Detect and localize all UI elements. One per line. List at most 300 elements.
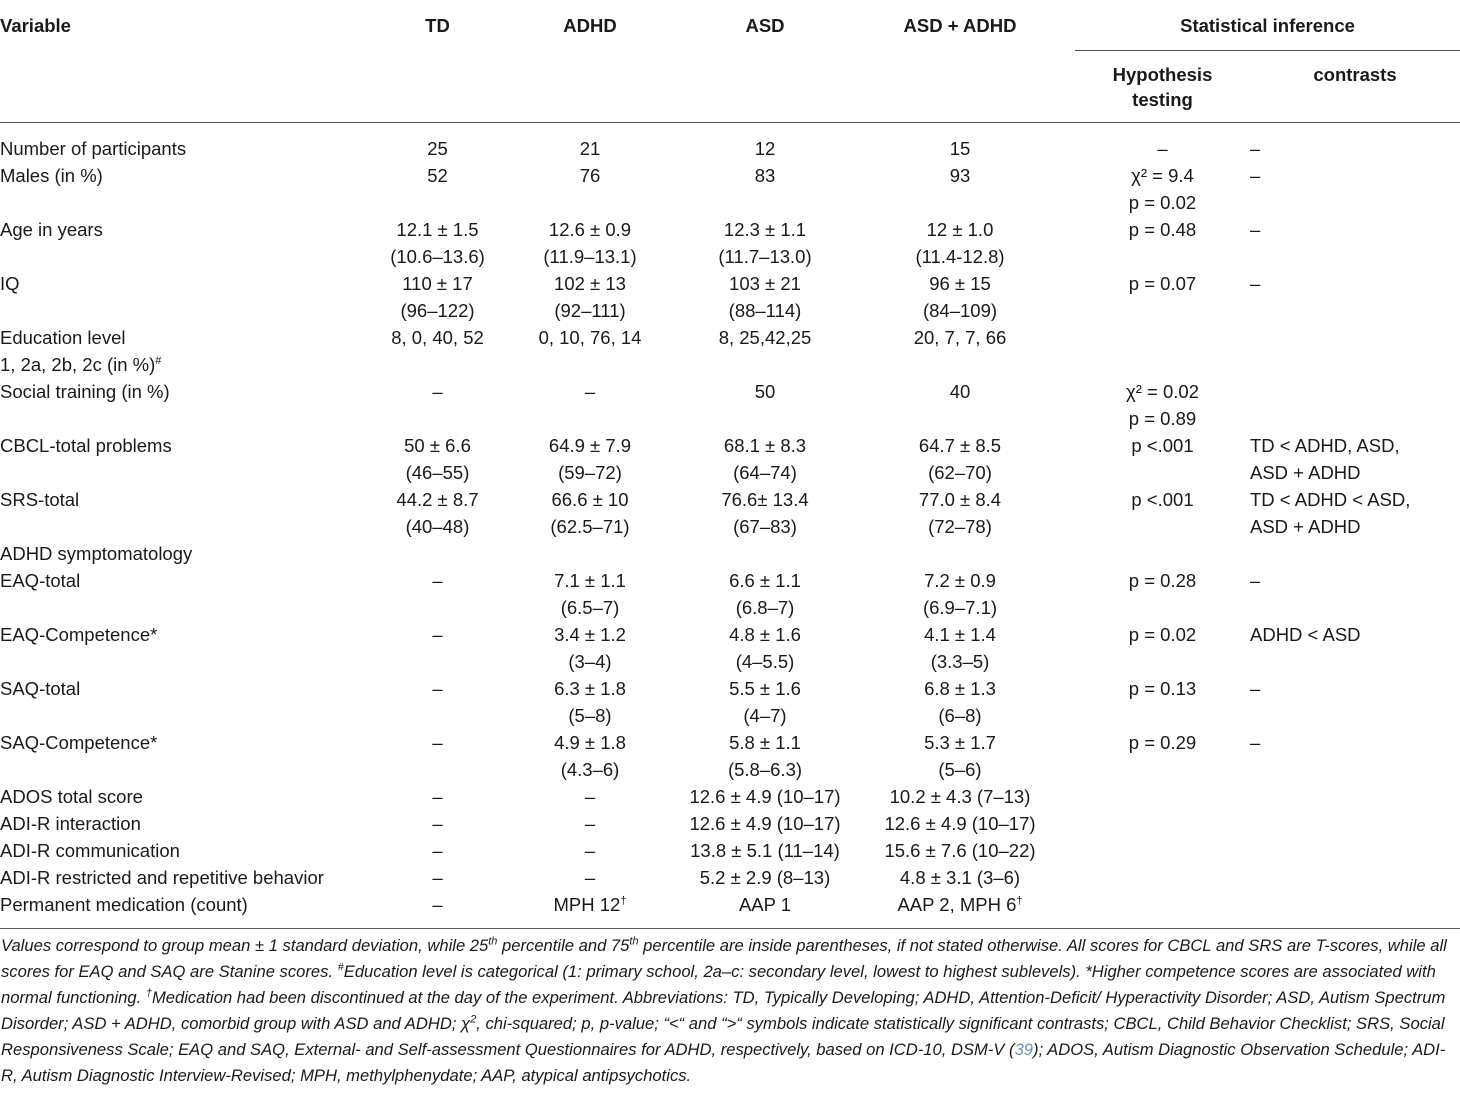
- cell-asd-adhd: [845, 486, 1075, 540]
- cell-adhd: [495, 540, 685, 567]
- cell-td-line: –: [432, 894, 443, 915]
- cell-contrasts: [1250, 810, 1460, 837]
- header-variable: Variable: [0, 15, 71, 36]
- cell-asd: [685, 432, 845, 486]
- cell-td: [380, 810, 495, 837]
- row-label-line: Age in years: [0, 219, 103, 240]
- cell-asd-line: 12.3 ± 1.1: [723, 219, 807, 240]
- header-hypothesis-line1: Hypothesis: [1112, 64, 1213, 85]
- cell-adhd: [495, 675, 685, 729]
- row-label-line: Males (in %): [0, 165, 103, 186]
- cell-contrasts-line: ASD + ADHD: [1250, 516, 1361, 537]
- header-adhd: ADHD: [563, 15, 617, 36]
- cell-hypothesis-line: p = 0.89: [1128, 408, 1197, 429]
- cell-asd-line: 6.6 ± 1.1: [729, 570, 801, 591]
- cell-asd-adhd: [845, 837, 1075, 864]
- header-contrasts: contrasts: [1250, 51, 1460, 123]
- cell-contrasts: [1250, 123, 1460, 163]
- table-footnote: [0, 929, 1457, 1089]
- row-label-line: ADI-R communication: [0, 840, 180, 861]
- cell-hypothesis-line: p = 0.02: [1128, 624, 1197, 645]
- cell-contrasts-line: –: [1250, 570, 1261, 591]
- cell-adhd: [495, 378, 685, 432]
- cell-td-line: –: [432, 381, 443, 402]
- cell-asd-line: AAP 1: [738, 894, 792, 915]
- table-row: [0, 216, 1460, 270]
- row-label-line: ADI-R restricted and repetitive behavior: [0, 867, 324, 888]
- row-label: [0, 810, 380, 837]
- row-label-line: IQ: [0, 273, 20, 294]
- cell-hypothesis-line: p = 0.29: [1128, 732, 1197, 753]
- cell-asd-adhd: [845, 540, 1075, 567]
- cell-asd-line: 12: [754, 138, 776, 159]
- cell-contrasts: [1250, 837, 1460, 864]
- cell-adhd-line: –: [584, 840, 596, 861]
- cell-contrasts: [1250, 621, 1460, 675]
- cell-asd: [685, 378, 845, 432]
- cell-asd-adhd: [845, 270, 1075, 324]
- cell-contrasts: [1250, 432, 1460, 486]
- cell-td: [380, 270, 495, 324]
- cell-contrasts: [1250, 216, 1460, 270]
- cell-td: [380, 783, 495, 810]
- cell-adhd-line: (5–8): [568, 705, 612, 726]
- cell-adhd-line: (6.5–7): [560, 597, 620, 618]
- cell-adhd: [495, 324, 685, 378]
- cell-td: [380, 837, 495, 864]
- cell-contrasts: [1250, 324, 1460, 378]
- row-label-line: SAQ-Competence*: [0, 732, 158, 753]
- cell-adhd-line: 76: [579, 165, 601, 186]
- row-label: [0, 837, 380, 864]
- cell-asd-line: 103 ± 21: [729, 273, 801, 294]
- cell-asd-adhd-line: 12 ± 1.0: [926, 219, 994, 240]
- header-statistical-inference: Statistical inference: [1075, 0, 1460, 51]
- cell-adhd: [495, 270, 685, 324]
- cell-contrasts-line: –: [1250, 219, 1261, 240]
- cell-td: [380, 567, 495, 621]
- table-row: [0, 270, 1460, 324]
- cell-hypothesis: [1075, 810, 1250, 837]
- cell-asd-line: (64–74): [733, 462, 797, 483]
- row-label: [0, 486, 380, 540]
- cell-hypothesis: [1075, 729, 1250, 783]
- header-asd: ASD: [745, 15, 785, 36]
- cell-asd-adhd-line: 40: [949, 381, 971, 402]
- row-label-line: EAQ-Competence*: [0, 624, 158, 645]
- cell-asd-adhd: [845, 810, 1075, 837]
- cell-hypothesis-line: p = 0.02: [1128, 192, 1197, 213]
- cell-asd: [685, 810, 845, 837]
- cell-adhd-line: 64.9 ± 7.9: [548, 435, 632, 456]
- row-label: [0, 216, 380, 270]
- row-label-line: ADHD symptomatology: [0, 543, 193, 564]
- cell-asd-adhd-line: (84–109): [922, 300, 998, 321]
- cell-asd-line: (88–114): [728, 300, 802, 321]
- cell-asd-line: 50: [754, 381, 776, 402]
- cell-hypothesis: [1075, 378, 1250, 432]
- cell-adhd-line: 21: [579, 138, 601, 159]
- header-row-1: [0, 0, 1460, 51]
- table-row: [0, 729, 1460, 783]
- footnote-reference-link[interactable]: 39: [1014, 1040, 1034, 1059]
- table-row: [0, 675, 1460, 729]
- cell-asd: [685, 486, 845, 540]
- cell-asd: [685, 540, 845, 567]
- row-label-line: Education level: [0, 327, 126, 348]
- cell-td: [380, 540, 495, 567]
- table-row: [0, 837, 1460, 864]
- cell-td-line: 25: [427, 138, 448, 159]
- cell-adhd: [495, 123, 685, 163]
- cell-asd-adhd-line: 15: [949, 138, 971, 159]
- row-label: [0, 162, 380, 216]
- row-label: [0, 864, 380, 891]
- cell-td-line: –: [432, 813, 443, 834]
- cell-asd: [685, 162, 845, 216]
- cell-td-line: –: [432, 570, 443, 591]
- cell-hypothesis: [1075, 432, 1250, 486]
- cell-hypothesis: [1075, 324, 1250, 378]
- table-row: [0, 810, 1460, 837]
- cell-asd-adhd: [845, 621, 1075, 675]
- cell-hypothesis: [1075, 621, 1250, 675]
- row-label-line: ADOS total score: [0, 786, 143, 807]
- cell-contrasts: [1250, 675, 1460, 729]
- cell-contrasts: [1250, 783, 1460, 810]
- cell-asd-line: 5.5 ± 1.6: [729, 678, 801, 699]
- cell-adhd-line: –: [584, 813, 596, 834]
- cell-asd-adhd-line: 93: [949, 165, 971, 186]
- cell-td: [380, 378, 495, 432]
- cell-adhd-line: 7.1 ± 1.1: [554, 570, 626, 591]
- cell-contrasts-line: ASD + ADHD: [1250, 462, 1361, 483]
- cell-adhd-line: (11.9–13.1): [543, 246, 637, 267]
- table-row: [0, 432, 1460, 486]
- cell-td: [380, 162, 495, 216]
- row-label-line: EAQ-total: [0, 570, 81, 591]
- cell-contrasts: [1250, 540, 1460, 567]
- cell-asd-line: (4–5.5): [735, 651, 795, 672]
- cell-hypothesis-line: p = 0.07: [1128, 273, 1197, 294]
- row-label: [0, 378, 380, 432]
- cell-asd-line: (11.7–13.0): [718, 246, 812, 267]
- cell-hypothesis-line: p = 0.13: [1128, 678, 1197, 699]
- cell-asd-line: 4.8 ± 1.6: [729, 624, 801, 645]
- cell-contrasts: [1250, 378, 1460, 432]
- header-row-2: [0, 51, 1460, 123]
- cell-asd-adhd: [845, 567, 1075, 621]
- cell-hypothesis: [1075, 837, 1250, 864]
- cell-td: [380, 864, 495, 891]
- cell-contrasts: [1250, 864, 1460, 891]
- header-hypothesis-testing: [1075, 51, 1250, 123]
- cell-asd: [685, 837, 845, 864]
- cell-asd-adhd-line: 96 ± 15: [929, 273, 991, 294]
- cell-td-line: (40–48): [405, 516, 470, 537]
- cell-contrasts: [1250, 270, 1460, 324]
- cell-asd-line: 12.6 ± 4.9 (10–17): [689, 786, 841, 807]
- cell-asd-adhd-line: 12.6 ± 4.9 (10–17): [884, 813, 1036, 834]
- cell-asd: [685, 729, 845, 783]
- cell-td-line: 52: [427, 165, 448, 186]
- cell-asd: [685, 567, 845, 621]
- cell-asd-adhd: [845, 729, 1075, 783]
- table-row: [0, 621, 1460, 675]
- cell-asd-line: (6.8–7): [735, 597, 795, 618]
- cell-asd-adhd-line: (72–78): [928, 516, 992, 537]
- row-label: [0, 783, 380, 810]
- cell-asd-adhd: [845, 123, 1075, 163]
- cell-asd-adhd: [845, 891, 1075, 929]
- row-label: [0, 567, 380, 621]
- cell-asd-line: 13.8 ± 5.1 (11–14): [690, 840, 840, 861]
- cell-adhd: [495, 837, 685, 864]
- table-row: [0, 864, 1460, 891]
- cell-td-line: 44.2 ± 8.7: [396, 489, 479, 510]
- cell-asd-adhd-line: (3.3–5): [930, 651, 990, 672]
- cell-hypothesis: [1075, 486, 1250, 540]
- cell-td-line: –: [432, 867, 443, 888]
- row-label: [0, 891, 380, 929]
- row-label-line: CBCL-total problems: [0, 435, 172, 456]
- row-label: [0, 432, 380, 486]
- row-label-line: Permanent medication (count): [0, 894, 248, 915]
- cell-td-line: 8, 0, 40, 52: [391, 327, 484, 348]
- cell-asd-adhd: [845, 432, 1075, 486]
- cell-asd-adhd: [845, 324, 1075, 378]
- cell-contrasts-line: TD < ADHD < ASD,: [1250, 489, 1411, 510]
- cell-asd-adhd: [845, 864, 1075, 891]
- cell-td-line: 50 ± 6.6: [404, 435, 471, 456]
- cell-asd-line: (4–7): [743, 705, 787, 726]
- cell-contrasts-line: –: [1250, 678, 1261, 699]
- cell-adhd-line: 3.4 ± 1.2: [554, 624, 626, 645]
- cell-contrasts-line: –: [1250, 165, 1261, 186]
- row-label: [0, 540, 380, 567]
- table-row: [0, 783, 1460, 810]
- cell-asd-line: (5.8–6.3): [727, 759, 803, 780]
- cell-td-line: –: [432, 624, 443, 645]
- cell-adhd: [495, 891, 685, 929]
- cell-asd-adhd: [845, 378, 1075, 432]
- cell-asd-adhd: [845, 162, 1075, 216]
- header-td: TD: [425, 15, 450, 36]
- cell-td-line: –: [432, 786, 443, 807]
- cell-adhd: [495, 621, 685, 675]
- cell-asd-adhd-line: AAP 2, MPH 6†: [897, 894, 1023, 915]
- cell-asd-adhd-line: 4.1 ± 1.4: [924, 624, 996, 645]
- cell-asd-adhd-line: 64.7 ± 8.5: [918, 435, 1002, 456]
- cell-hypothesis-line: p <.001: [1131, 489, 1194, 510]
- cell-asd-adhd-line: (5–6): [938, 759, 982, 780]
- cell-adhd: [495, 810, 685, 837]
- cell-asd-adhd-line: (6–8): [938, 705, 982, 726]
- cell-contrasts: [1250, 567, 1460, 621]
- cell-adhd-line: 66.6 ± 10: [551, 489, 629, 510]
- row-label-line: SAQ-total: [0, 678, 81, 699]
- cell-asd-adhd-line: 7.2 ± 0.9: [924, 570, 996, 591]
- cell-adhd: [495, 432, 685, 486]
- header-spacer: [0, 51, 1075, 123]
- cell-td-line: –: [432, 840, 443, 861]
- header-asd-adhd: ASD + ADHD: [903, 15, 1017, 36]
- table-body: [0, 123, 1460, 929]
- cell-asd: [685, 270, 845, 324]
- cell-contrasts: [1250, 162, 1460, 216]
- cell-hypothesis-line: p = 0.28: [1128, 570, 1197, 591]
- cell-adhd-line: –: [584, 786, 596, 807]
- cell-asd-adhd-line: 10.2 ± 4.3 (7–13): [889, 786, 1031, 807]
- cell-td-line: (46–55): [405, 462, 470, 483]
- cell-asd-adhd: [845, 216, 1075, 270]
- cell-asd-adhd: [845, 675, 1075, 729]
- cell-asd: [685, 123, 845, 163]
- cell-hypothesis: [1075, 675, 1250, 729]
- cell-hypothesis-line: χ² = 9.4: [1131, 165, 1194, 186]
- cell-td: [380, 486, 495, 540]
- cell-asd-adhd-line: (62–70): [928, 462, 992, 483]
- cell-adhd-line: 12.6 ± 0.9: [548, 219, 632, 240]
- cell-hypothesis-line: p = 0.48: [1128, 219, 1197, 240]
- cell-asd-adhd-line: 15.6 ± 7.6 (10–22): [884, 840, 1036, 861]
- cell-td: [380, 216, 495, 270]
- cell-asd-adhd-line: 4.8 ± 3.1 (3–6): [899, 867, 1021, 888]
- cell-asd-adhd-line: 5.3 ± 1.7: [924, 732, 996, 753]
- cell-adhd-line: –: [584, 381, 596, 402]
- cell-asd: [685, 324, 845, 378]
- cell-contrasts-line: ADHD < ASD: [1250, 624, 1361, 645]
- cell-asd-line: 83: [754, 165, 776, 186]
- cell-td-line: 12.1 ± 1.5: [396, 219, 479, 240]
- cell-adhd: [495, 567, 685, 621]
- cell-asd-line: (67–83): [733, 516, 797, 537]
- cell-adhd-line: 102 ± 13: [554, 273, 626, 294]
- cell-hypothesis: [1075, 540, 1250, 567]
- table-row: [0, 891, 1460, 929]
- row-label: [0, 324, 380, 378]
- cell-asd: [685, 864, 845, 891]
- cell-adhd-line: 0, 10, 76, 14: [538, 327, 642, 348]
- cell-asd-line: 5.2 ± 2.9 (8–13): [699, 867, 831, 888]
- cell-td: [380, 675, 495, 729]
- cell-adhd-line: (4.3–6): [560, 759, 620, 780]
- cell-asd: [685, 675, 845, 729]
- row-label-line: Number of participants: [0, 138, 187, 159]
- cell-hypothesis: [1075, 162, 1250, 216]
- cell-contrasts-line: –: [1250, 732, 1261, 753]
- cell-adhd-line: 4.9 ± 1.8: [554, 732, 626, 753]
- row-label: [0, 729, 380, 783]
- cell-td-line: 110 ± 17: [402, 273, 473, 294]
- cell-asd-adhd-line: (6.9–7.1): [922, 597, 998, 618]
- cell-asd: [685, 783, 845, 810]
- cell-asd-line: 12.6 ± 4.9 (10–17): [689, 813, 841, 834]
- footnote-text-1: Values correspond to group mean ± 1 standard deviation, while 25th percentile and 75th percentile are inside parentheses, if not stated otherwise. All scores for CBCL and SRS are T-scores, while all scores for EAQ and SAQ are Stanine scores. #Education level is categorical (1: primary school, 2a–c: secondary level, lowest to highest sublevels). *Higher competence scores are associated with normal functioning. †Medication had been discontinued at the day of the experiment. Abbreviations: TD, Typically Developing; ADHD, Attention-Deficit/ Hyperactivity Disorder; ASD, Autism Spectrum Disorder; ASD + ADHD, comorbid group with ASD and ADHD; $\chi^2$, chi-squared; p, p-value; “<“ and “>“ symbols indicate statistically significant contrasts; CBCL, Child Behavior Checklist; SRS, Social Responsiveness Scale; EAQ and SAQ, External- and Self-assessment Questionnaires for ADHD, respectively, based on ICD-10, DSM-V (: [1, 935, 1447, 1059]
- header-hypothesis-line2: testing: [1132, 89, 1193, 110]
- cell-adhd-line: –: [584, 867, 596, 888]
- cell-contrasts-line: –: [1250, 273, 1261, 294]
- cell-adhd-line: (59–72): [558, 462, 622, 483]
- table-row: [0, 567, 1460, 621]
- cell-asd-adhd-line: 20, 7, 7, 66: [913, 327, 1007, 348]
- cell-adhd: [495, 162, 685, 216]
- cell-td-line: (10.6–13.6): [390, 246, 485, 267]
- cell-td: [380, 324, 495, 378]
- cell-adhd-line: (3–4): [568, 651, 612, 672]
- cell-hypothesis: [1075, 783, 1250, 810]
- row-label: [0, 621, 380, 675]
- cell-contrasts-line: TD < ADHD, ASD,: [1250, 435, 1400, 456]
- cell-adhd-line: 6.3 ± 1.8: [554, 678, 626, 699]
- cell-td: [380, 729, 495, 783]
- cell-asd-adhd-line: 6.8 ± 1.3: [924, 678, 996, 699]
- cell-asd-line: 8, 25,42,25: [718, 327, 812, 348]
- cell-adhd: [495, 729, 685, 783]
- cell-asd-line: 76.6± 13.4: [721, 489, 809, 510]
- table-row: [0, 162, 1460, 216]
- row-label: [0, 675, 380, 729]
- table-row: [0, 486, 1460, 540]
- cell-asd: [685, 621, 845, 675]
- cell-td-line: –: [432, 678, 443, 699]
- cell-adhd: [495, 216, 685, 270]
- cell-td-line: (96–122): [400, 300, 475, 321]
- row-label: [0, 123, 380, 163]
- cell-hypothesis: [1075, 216, 1250, 270]
- row-label-line: ADI-R interaction: [0, 813, 141, 834]
- cell-asd: [685, 891, 845, 929]
- cell-adhd: [495, 864, 685, 891]
- cell-td-line: –: [432, 732, 443, 753]
- cell-contrasts: [1250, 486, 1460, 540]
- row-label-line: SRS-total: [0, 489, 80, 510]
- cell-asd: [685, 216, 845, 270]
- table-row: [0, 378, 1460, 432]
- cell-hypothesis: [1075, 864, 1250, 891]
- cell-asd-line: 68.1 ± 8.3: [723, 435, 807, 456]
- cell-td: [380, 621, 495, 675]
- table-row: [0, 123, 1460, 163]
- cell-hypothesis: [1075, 270, 1250, 324]
- cell-hypothesis-line: χ² = 0.02: [1126, 381, 1199, 402]
- cell-hypothesis: [1075, 891, 1250, 929]
- cell-adhd: [495, 783, 685, 810]
- cell-hypothesis: [1075, 567, 1250, 621]
- cell-td: [380, 432, 495, 486]
- footnote-text-2: ); ADOS, Autism Diagnostic Observation Schedule; ADI-R, Autism Diagnostic Interview-Revised; MPH, methylphenydate; AAP, atypical antipsychotics.: [1, 1040, 1446, 1085]
- row-label-line: 1, 2a, 2b, 2c (in %)#: [0, 354, 162, 375]
- row-label-line: Social training (in %): [0, 381, 170, 402]
- table-row: [0, 324, 1460, 378]
- cell-hypothesis-line: p <.001: [1131, 435, 1194, 456]
- cell-contrasts: [1250, 891, 1460, 929]
- cell-contrasts-line: –: [1250, 138, 1261, 159]
- cell-asd-adhd-line: 77.0 ± 8.4: [918, 489, 1002, 510]
- cell-adhd-line: (62.5–71): [550, 516, 630, 537]
- cell-asd-adhd-line: (11.4-12.8): [915, 246, 1005, 267]
- cell-hypothesis: [1075, 123, 1250, 163]
- cell-td: [380, 891, 495, 929]
- cell-hypothesis-line: –: [1157, 138, 1168, 159]
- cell-adhd-line: (92–111): [554, 300, 626, 321]
- table-row: [0, 540, 1460, 567]
- cell-contrasts: [1250, 729, 1460, 783]
- cell-asd-line: 5.8 ± 1.1: [729, 732, 801, 753]
- cell-adhd: [495, 486, 685, 540]
- cell-asd-adhd: [845, 783, 1075, 810]
- cell-adhd-line: MPH 12†: [553, 894, 627, 915]
